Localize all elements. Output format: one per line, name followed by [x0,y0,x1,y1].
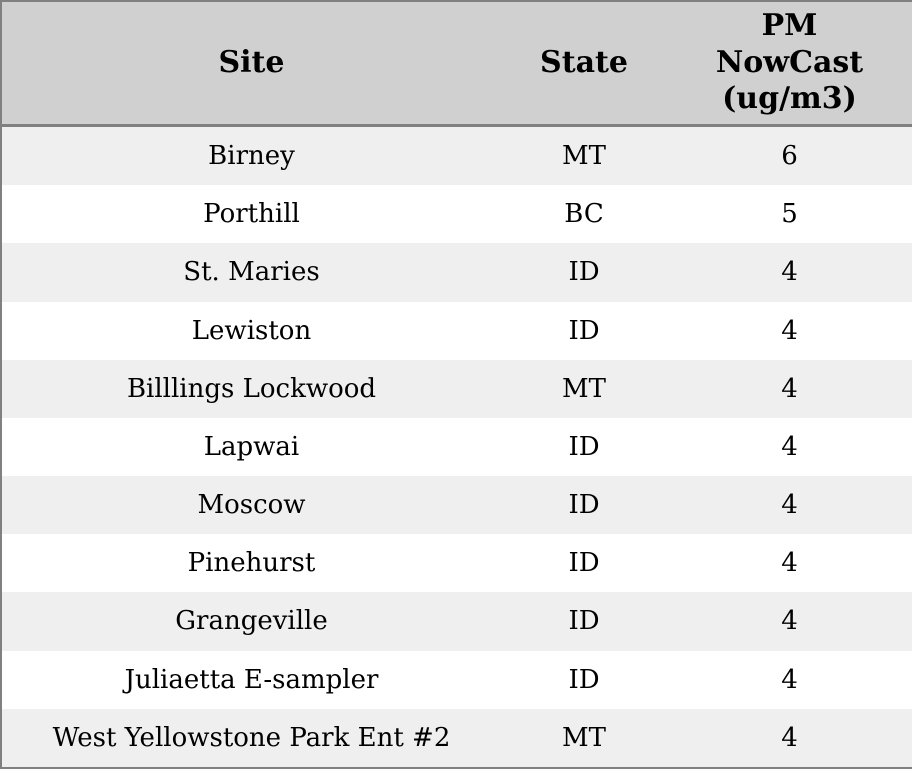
pm-nowcast-cell: 4 [781,664,798,695]
pm-nowcast-cell: 5 [781,199,798,230]
table-row [1,126,912,186]
pm-nowcast-cell: 6 [781,141,798,172]
table-row [1,360,912,418]
table-row [1,709,912,768]
site-cell: Billlings Lockwood [126,373,377,404]
pm-nowcast-cell: 4 [781,606,798,637]
column-header-site: Site [1,1,501,126]
table-row [1,476,912,534]
state-cell: ID [568,606,600,637]
state-cell: ID [568,664,600,695]
state-cell: MT [562,722,606,753]
pm-nowcast-cell: 4 [781,257,798,288]
state-cell: MT [562,141,606,172]
table-row [1,418,912,476]
table-row [1,651,912,709]
site-cell: St. Maries [183,257,320,288]
pm-nowcast-cell: 4 [781,722,798,753]
state-cell: BC [564,199,604,230]
table-header-row [1,1,912,126]
site-cell: Lewiston [191,315,312,346]
pm-header-line-1: PM [761,7,818,43]
site-cell: Juliaetta E-sampler [124,664,379,695]
pm-nowcast-cell: 4 [781,490,798,521]
table-row [1,302,912,360]
site-cell: West Yellowstone Park Ent #2 [52,722,451,753]
pm-nowcast-cell: 4 [781,548,798,579]
site-cell: Birney [208,141,295,172]
column-header-state: State [501,1,667,126]
table-row [1,534,912,592]
column-header-pm-nowcast [667,1,912,126]
site-cell: Porthill [203,199,300,230]
state-cell: ID [568,315,600,346]
table-row [1,592,912,650]
table-row [1,243,912,301]
state-cell: ID [568,431,600,462]
site-cell: Grangeville [175,606,328,637]
pm-header-line-3: (ug/m3) [722,81,857,117]
site-cell: Lapwai [203,431,300,462]
pm-nowcast-cell: 4 [781,431,798,462]
site-cell: Pinehurst [187,548,316,579]
site-cell: Moscow [197,490,306,521]
pm-nowcast-cell: 4 [781,315,798,346]
state-cell: ID [568,257,600,288]
table-row [1,185,912,243]
pm-header-line-2: NowCast [715,44,864,80]
pm-nowcast-cell: 4 [781,373,798,404]
state-cell: MT [562,373,606,404]
state-cell: ID [568,490,600,521]
state-cell: ID [568,548,600,579]
